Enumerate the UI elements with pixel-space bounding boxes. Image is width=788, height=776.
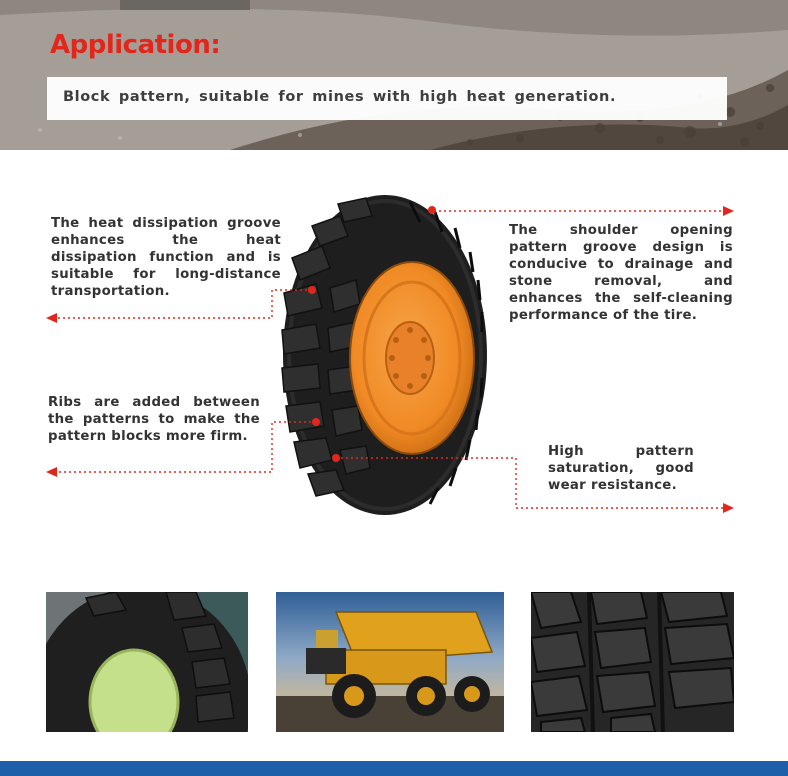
feature-heat-dissipation: The heat dissipation groove enhances the heat dissipation function and is suitable for long-distance transportation. — [51, 216, 281, 299]
mining-dump-truck-photo — [276, 592, 504, 732]
footer-bar — [0, 761, 788, 776]
tread-closeup-photo — [531, 592, 734, 732]
feature-ribs: Ribs are added between the patterns to make the pattern blocks more firm. — [48, 395, 260, 444]
application-description: Block pattern, suitable for mines with high heat generation. — [63, 89, 617, 105]
feature-wear-resistance: High pattern saturation, good wear resistance. — [548, 444, 694, 493]
tire-sidewall-photo — [46, 592, 248, 732]
application-title: Application: — [50, 30, 221, 60]
feature-shoulder-groove: The shoulder opening pattern groove design is conducive to drainage and stone removal, and enhances the self-cleaning performance of the tire. — [509, 223, 733, 323]
